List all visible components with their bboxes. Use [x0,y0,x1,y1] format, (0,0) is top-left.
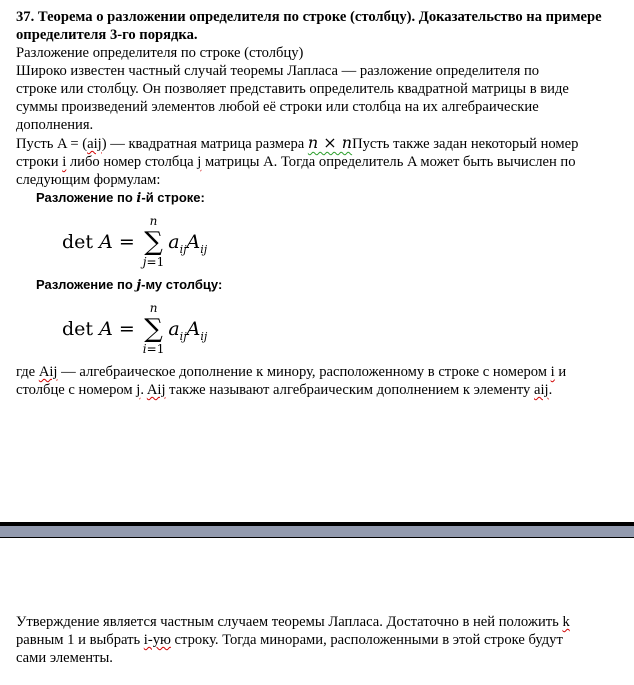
text: равным 1 и выбрать [16,632,144,648]
equals: = [118,231,135,253]
math-var: j [136,278,142,293]
definition-line-2 [16,153,634,171]
misspelled-word[interactable]: Aij [146,382,166,398]
row-expansion-formula [16,208,634,276]
misspelled-word[interactable]: i-ую [143,632,171,648]
misspelled-word[interactable]: j [197,154,202,170]
math-n-times-n[interactable]: n × n [307,133,353,152]
text: Пусть A = ( [16,136,88,152]
text: где [16,364,39,380]
text: Утверждение является частным случаем теоремы Лапласа. Достаточно в ней положить [16,614,563,630]
row-expansion-label [36,189,634,208]
proof-line-1 [16,613,634,631]
sum-operator [143,302,165,356]
proof-line-3: сами элементы. [16,650,113,666]
sigma-icon: ∑ [144,314,163,344]
text: ) — квадратная матрица размера [101,136,308,152]
heading-line-2: определителя 3-го порядка. [16,27,198,43]
term: A [186,231,201,253]
text: . [548,382,553,398]
misspelled-word[interactable]: k [562,614,570,630]
intro-line-4: дополнения. [16,117,94,133]
text: и [554,364,567,380]
equals: = [118,318,135,340]
sum-operator [143,215,164,269]
text: . [140,382,147,398]
text: -й строке: [141,190,205,205]
page-break-line-bottom [0,537,634,538]
text: либо номер столбца [66,154,198,170]
document-page-2 [16,613,634,667]
matrix-symbol: A [99,318,113,340]
formula-lhs [62,231,135,253]
where-line-1 [16,363,634,381]
sigma-icon: ∑ [144,227,163,257]
subscript: ij [200,329,208,343]
subscript: ij [200,242,208,256]
subscript: ij [179,329,187,343]
intro-line-2: строке или столбцу. Он позволяет представить определитель квадратной матрицы в виде [16,81,569,97]
text: =1 [146,342,165,356]
proof-line-2 [16,631,634,649]
text: Разложение по [36,190,137,205]
misspelled-word[interactable]: Aij [38,364,58,380]
sum-lower-limit [143,343,165,356]
page-break-band [0,526,634,537]
det: det [62,231,94,253]
intro-line-3: суммы произведений элементов любой её строки или столбца на их алгебраические [16,99,539,115]
sum-lower-limit [143,256,164,269]
definition-line-1 [16,134,634,153]
matrix-symbol: A [99,231,113,253]
det: det [62,318,94,340]
misspelled-word[interactable]: aij [534,382,549,398]
formula-rhs [168,231,208,256]
definition-line-3: следующим формулам: [16,172,161,188]
text: Пусть также задан некоторый номер [352,136,579,152]
formula-rhs [168,318,208,343]
math-var: i [136,191,142,206]
term: a [168,231,180,253]
intro-line-1: Широко известен частный случай теоремы Лапласа — разложение определителя по [16,63,540,79]
formula-lhs [62,318,135,340]
text: =1 [146,255,165,269]
subheading: Разложение определителя по строке (столбцу) [16,45,304,61]
term: a [168,318,180,340]
text: столбце с номером [16,382,137,398]
text: Разложение по [36,277,137,292]
index: i [142,342,147,356]
misspelled-word[interactable]: aij [87,136,102,152]
document-page-1 [16,8,634,399]
column-expansion-formula [16,295,634,363]
text: строки [16,154,63,170]
misspelled-word[interactable]: i [550,364,555,380]
column-expansion-label [36,276,634,295]
term: A [186,318,201,340]
sum-upper-limit: n [149,301,158,315]
text: — алгебраическое дополнение к минору, расположенному в строке с номером [57,364,551,380]
subscript: ij [179,242,187,256]
text: матрицы A. Тогда определитель A может быть вычислен по [201,154,576,170]
heading-line-1: 37. Теорема о разложении определителя по строке (столбцу). Доказательство на примере [16,9,602,25]
text: строку. Тогда минорами, расположенными в этой строке будут [170,632,563,648]
where-line-2 [16,381,634,399]
index: j [142,255,147,269]
misspelled-word[interactable]: i [62,154,67,170]
text: также называют алгебраическим дополнением к элементу [165,382,535,398]
sum-upper-limit: n [149,214,158,228]
text: -му столбцу: [141,277,223,292]
misspelled-word[interactable]: j [136,382,141,398]
